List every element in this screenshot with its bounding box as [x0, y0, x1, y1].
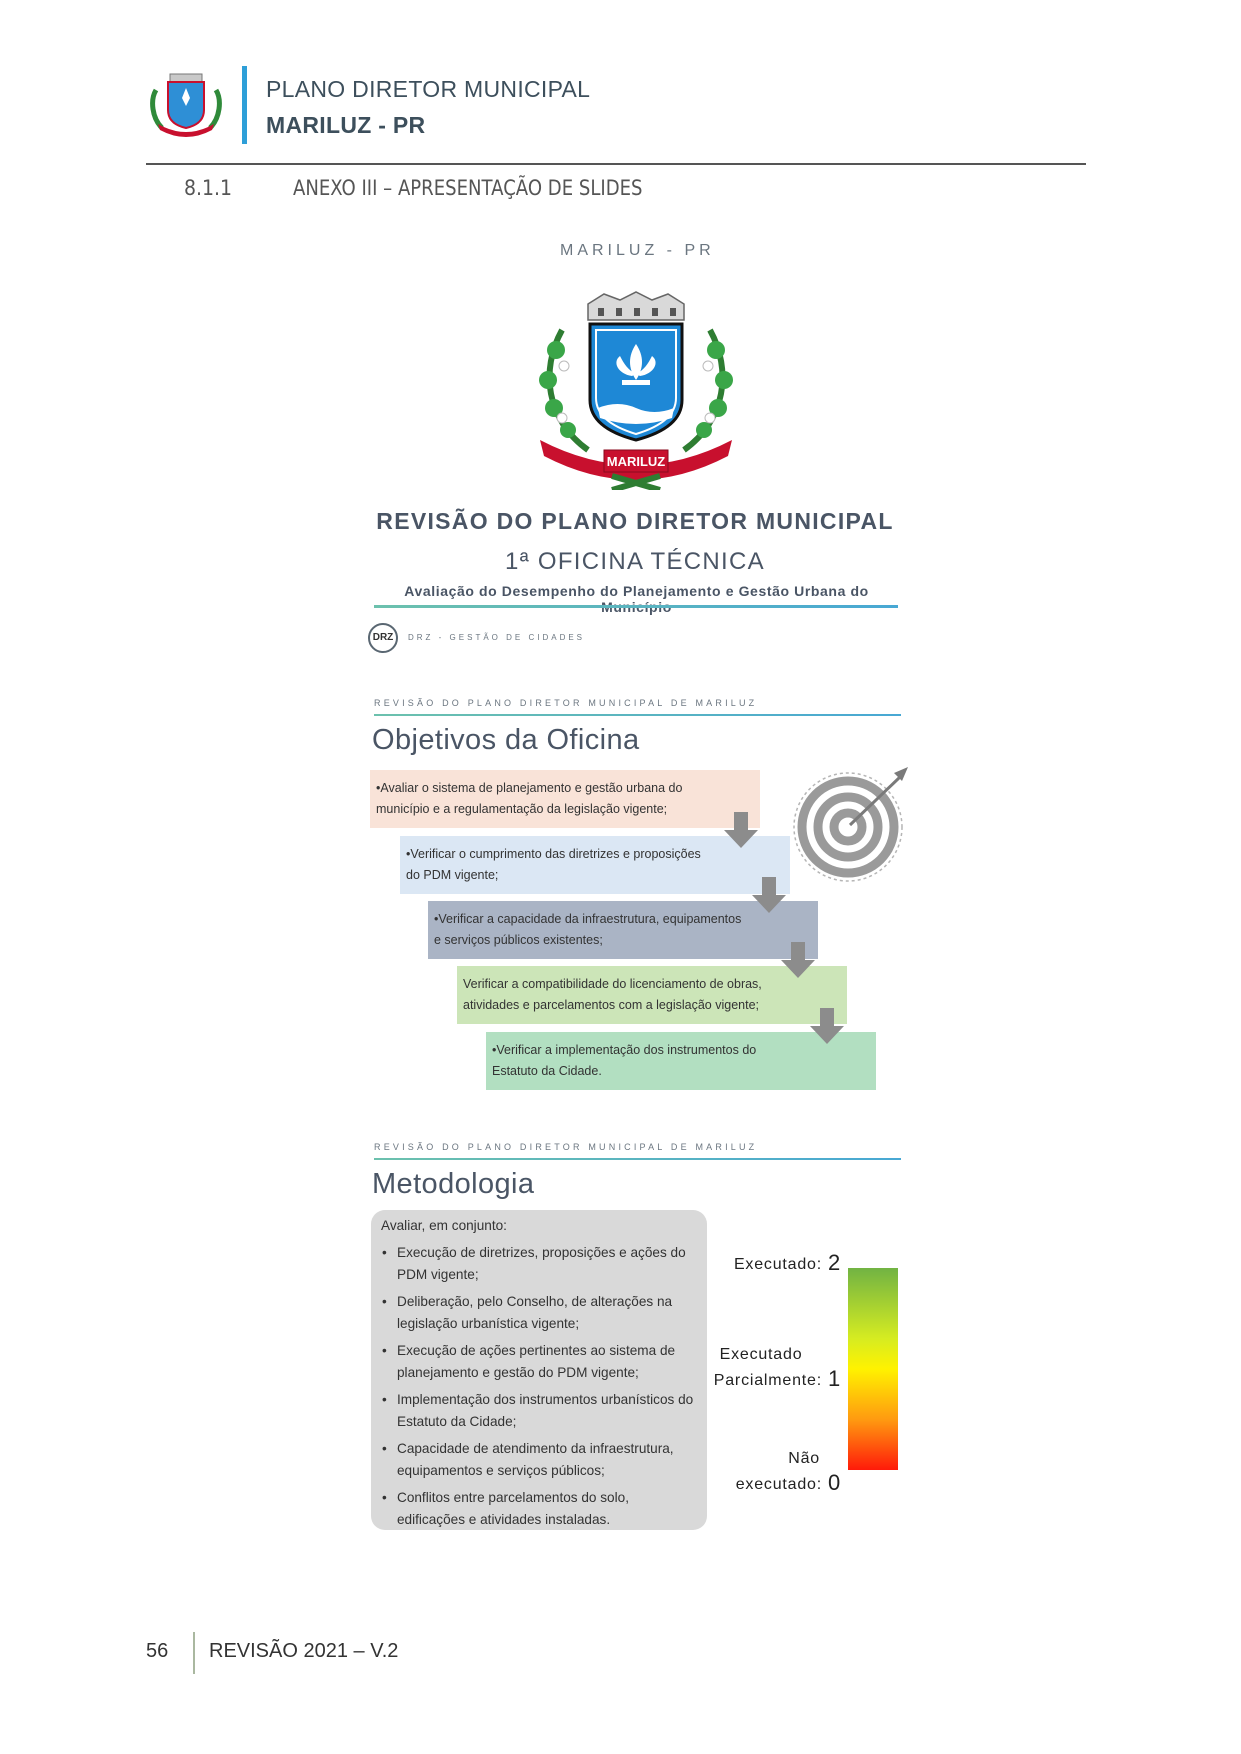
section-title: ANEXO III – APRESENTAÇÃO DE SLIDES — [293, 176, 643, 200]
objective-5-line2: Estatuto da Cidade. — [492, 1064, 602, 1078]
slide1-title: REVISÃO DO PLANO DIRETOR MUNICIPAL — [376, 508, 894, 534]
slide2-title: Objetivos da Oficina — [372, 724, 640, 756]
methodology-list — [381, 1242, 697, 1530]
slide1-divider — [374, 605, 898, 608]
down-arrow-icon — [752, 877, 786, 913]
slide3-title: Metodologia — [372, 1168, 535, 1200]
methodology-item: • Capacidade de atendimento da infraestrutura, equipamentos e serviços públicos; — [381, 1438, 697, 1481]
objective-item-1 — [370, 770, 760, 828]
footer-divider — [193, 1632, 195, 1674]
slide2-divider — [374, 714, 901, 716]
objective-5-line1: •Verificar a implementação dos instrumentos do — [492, 1043, 757, 1057]
objective-3-line2: e serviços públicos existentes; — [434, 933, 603, 947]
header-accent-bar — [242, 66, 247, 144]
slide1-description: Avaliação do Desempenho do Planejamento e Gestão Urbana do — [404, 583, 869, 599]
crest-banner-text: MARILUZ — [606, 454, 666, 469]
objective-1-line2: município e a regulamentação da legislação vigente; — [376, 802, 668, 816]
mariluz-coat-of-arms-icon — [532, 290, 740, 490]
header-municipality: MARILUZ - PR — [266, 112, 426, 138]
methodology-item: • Conflitos entre parcelamentos do solo, edificações e atividades instaladas. — [381, 1487, 697, 1530]
score-gradient-bar — [848, 1268, 898, 1470]
scale-top-value: 2 — [828, 1250, 841, 1275]
header-plan-title: PLANO DIRETOR MUNICIPAL — [266, 76, 591, 102]
objective-2-line1: •Verificar o cumprimento das diretrizes e proposições — [406, 847, 701, 861]
drz-logo-icon: DRZ — [368, 623, 398, 653]
scale-bottom-label-2: executado: — [735, 1476, 822, 1493]
scale-mid-label-2: Parcialmente: — [713, 1372, 822, 1389]
objective-1-line1: •Avaliar o sistema de planejamento e gestão urbana do — [376, 781, 683, 795]
methodology-item: • Implementação dos instrumentos urbanísticos do Estatuto da Cidade; — [381, 1389, 697, 1432]
slide3-divider — [374, 1158, 901, 1160]
slide2-kicker: REVISÃO DO PLANO DIRETOR MUNICIPAL DE MARILUZ — [374, 698, 758, 708]
objective-3-line1: •Verificar a capacidade da infraestrutura, equipamentos — [434, 912, 742, 926]
target-icon — [792, 765, 912, 883]
scale-bottom-label-1: Não — [788, 1450, 820, 1467]
down-arrow-icon — [810, 1008, 844, 1044]
scale-top-label: Executado: — [733, 1256, 822, 1273]
slide1-top-label: MARILUZ - PR — [560, 242, 715, 259]
methodology-box — [371, 1210, 707, 1530]
down-arrow-icon — [724, 812, 758, 848]
revision-label: REVISÃO 2021 – V.2 — [209, 1640, 399, 1662]
methodology-intro: Avaliar, em conjunto: — [381, 1218, 507, 1233]
objective-4-line1: Verificar a compatibilidade do licenciamento de obras, — [463, 977, 762, 991]
page-number: 56 — [146, 1640, 169, 1662]
methodology-item: • Execução de ações pertinentes ao sistema de planejamento e gestão do PDM vigente; — [381, 1340, 697, 1383]
municipal-crest-icon — [148, 70, 224, 142]
scale-mid-label-1: Executado — [719, 1346, 803, 1363]
slide1-subtitle: 1ª OFICINA TÉCNICA — [505, 548, 765, 575]
scale-bottom-value: 0 — [828, 1470, 841, 1495]
objective-4-line2: atividades e parcelamentos com a legislação vigente; — [463, 998, 760, 1012]
slide3-kicker: REVISÃO DO PLANO DIRETOR MUNICIPAL DE MARILUZ — [374, 1142, 758, 1152]
header-divider — [146, 163, 1086, 165]
section-number: 8.1.1 — [184, 176, 233, 200]
methodology-item: • Deliberação, pelo Conselho, de alterações na legislação urbanística vigente; — [381, 1291, 697, 1334]
scale-mid-value: 1 — [828, 1366, 841, 1391]
down-arrow-icon — [781, 942, 815, 978]
methodology-item: • Execução de diretrizes, proposições e ações do PDM vigente; — [381, 1242, 697, 1285]
objective-2-line2: do PDM vigente; — [406, 868, 499, 882]
drz-logo-caption: DRZ - GESTÃO DE CIDADES — [408, 633, 586, 642]
